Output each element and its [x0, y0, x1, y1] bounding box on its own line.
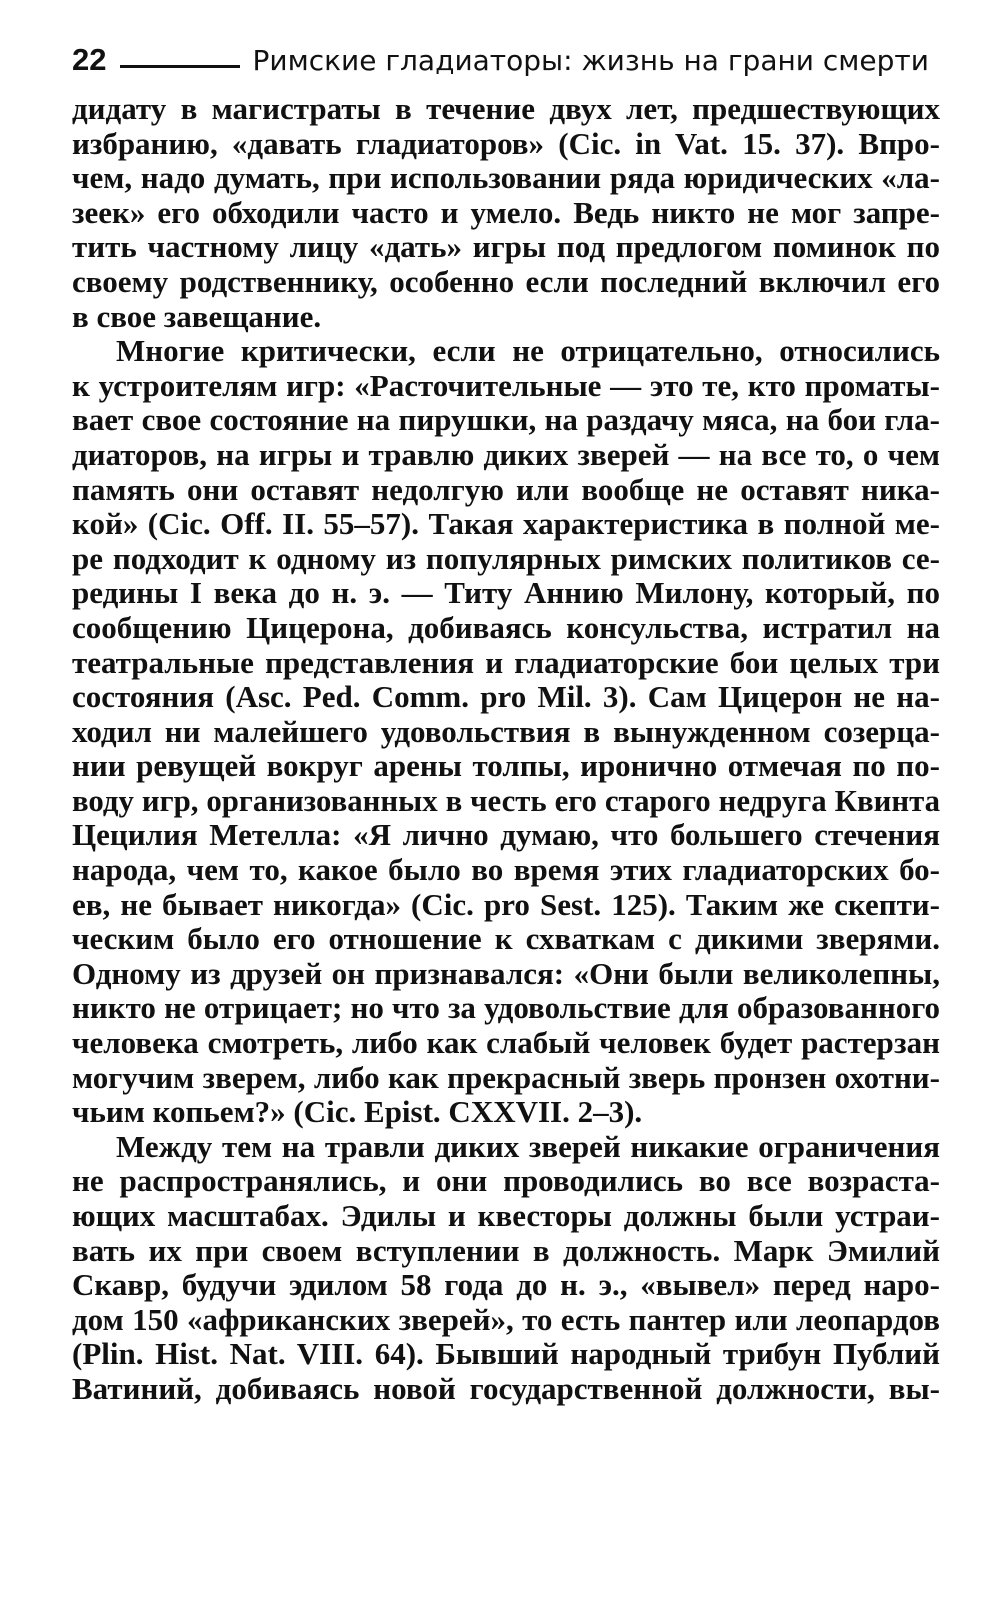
text-line: диаторов, на игры и травлю диких зверей — на все то, о чем: [72, 436, 940, 472]
text-line: Между тем на травли диких зверей никакие ограничения: [116, 1128, 940, 1164]
text-line: нии ревущей вокруг арены толпы, иронично отмечая по по-: [72, 748, 940, 784]
paragraph: [72, 1130, 940, 1407]
text-line: память они оставят недолгую или вообще не оставят ника-: [72, 471, 940, 507]
text-line: театральные представления и гладиаторские бои целых три: [72, 644, 940, 680]
text-line: дом 150 «африканских зверей», то есть пантер или леопардов: [72, 1301, 940, 1337]
body-text: [72, 92, 940, 1407]
text-line: Одному из друзей он признавался: «Они были великолепны,: [72, 955, 940, 991]
text-line: редины I века до н. э. — Титу Аннию Милону, который, по: [72, 575, 940, 611]
text-line: ре подходит к одному из популярных римских политиков се-: [72, 540, 940, 576]
text-line: народа, чем то, какое было во время этих гладиаторских бо-: [72, 852, 940, 888]
text-line: состояния (Asc. Ped. Comm. pro Mil. 3). Сам Цицерон не на-: [72, 679, 940, 715]
text-line: Многие критически, если не отрицательно, относились: [116, 333, 940, 369]
text-line: ющих масштабах. Эдилы и квесторы должны были устраи-: [72, 1198, 940, 1233]
text-line: дидату в магистраты в течение двух лет, предшествующих: [72, 91, 940, 126]
text-line: тить частному лицу «дать» игры под предлогом поминок по: [72, 229, 940, 265]
text-line: Ватиний, добиваясь новой государственной должности, вы-: [72, 1370, 940, 1406]
text-line: вать их при своем вступлении в должность. Марк Эмилий: [72, 1232, 940, 1268]
text-line: зеек» его обходили часто и умело. Ведь никто не мог запре-: [72, 194, 940, 230]
text-line: Цецилия Метелла: «Я лично думаю, что большего стечения: [72, 817, 940, 853]
page-number: 22: [72, 42, 107, 77]
text-line: никто не отрицает; но что за удовольствие для образованного: [72, 990, 940, 1026]
text-line: вает свое состояние на пирушки, на раздачу мяса, на бои гла-: [72, 402, 940, 438]
running-title: Римские гладиаторы: жизнь на грани смерти: [252, 43, 929, 77]
text-line: избранию, «давать гладиаторов» (Cic. in Vat. 15. 37). Впро-: [72, 125, 940, 161]
paragraph: [72, 92, 940, 334]
text-line: кой» (Cic. Off. II. 55–57). Такая характеристика в полной ме-: [72, 506, 940, 542]
text-line: ческим было его отношение к схваткам с дикими зверями.: [72, 921, 940, 957]
text-line: человека смотреть, либо как слабый человек будет растерзан: [72, 1025, 940, 1061]
text-line: не распространялись, и они проводились во все возраста-: [72, 1163, 940, 1199]
text-line: к устроителям игр: «Расточительные — это те, кто проматы-: [72, 367, 940, 403]
text-line: воду игр, организованных в честь его старого недруга Квинта: [72, 783, 940, 818]
paragraph: [72, 334, 940, 1130]
text-line: ев, не бывает никогда» (Cic. pro Sest. 125). Таким же скепти-: [72, 886, 940, 922]
text-line: чьим копьем?» (Cic. Epist. CXXVII. 2–3).: [72, 1094, 643, 1130]
text-line: (Plin. Hist. Nat. VIII. 64). Бывший народный трибун Публий: [72, 1336, 940, 1372]
text-line: Скавр, будучи эдилом 58 года до н. э., «вывел» перед наро-: [72, 1267, 940, 1303]
text-line: чем, надо думать, при использовании ряда юридических «ла-: [72, 160, 940, 196]
text-line: могучим зверем, либо как прекрасный зверь пронзен охотни-: [72, 1059, 940, 1095]
text-line: в свое завещание.: [72, 298, 322, 334]
text-line: своему родственнику, особенно если последний включил его: [72, 263, 940, 299]
running-head: [72, 38, 938, 82]
text-line: ходил ни малейшего удовольствия в вынужденном созерца-: [72, 713, 940, 749]
header-rule: [120, 65, 240, 68]
text-line: сообщению Цицерона, добиваясь консульства, истратил на: [72, 609, 940, 645]
